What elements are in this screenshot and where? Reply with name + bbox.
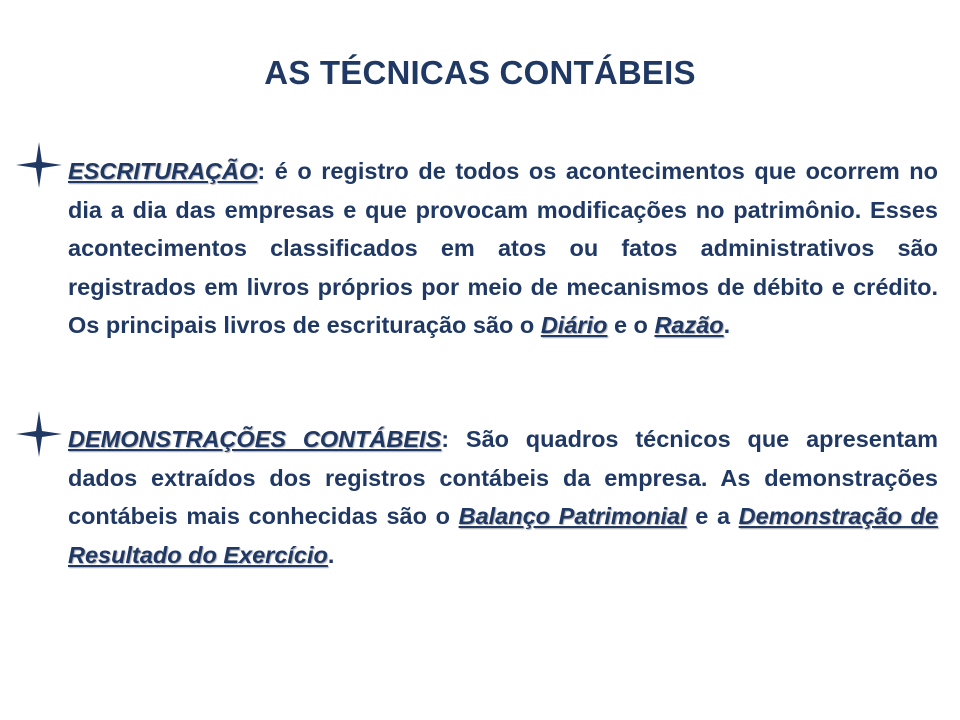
list-item-escrituracao (68, 152, 938, 345)
four-point-star-icon (14, 409, 64, 459)
item-text: : é o registro de todos os acontecimentos que ocorrem no dia a dia das empresas e que provocam modificações no patrimônio. Esses acontecimentos classificados em atos ou fatos administrativos são registrados em livros próprios por meio de mecanismos de débito e crédito. Os principais livros de escrituração são o (68, 158, 938, 338)
four-point-star-icon (14, 140, 64, 190)
term-dre: Demonstração de Resultado do Exercício (68, 503, 938, 568)
term-escrituracao: ESCRITURAÇÃO (68, 158, 258, 184)
item-text: e o (607, 312, 655, 338)
term-demonstracoes-contabeis: DEMONSTRAÇÕES CONTÁBEIS (68, 426, 442, 452)
term-diario: Diário (540, 312, 608, 338)
page-title: AS TÉCNICAS CONTÁBEIS (264, 54, 696, 91)
list-item-demonstracoes (68, 420, 938, 574)
term-razao: Razão (654, 312, 724, 338)
item-text: . (327, 541, 335, 568)
item-text: e a (686, 503, 739, 529)
item-text: . (723, 312, 731, 338)
item-text: : São quadros técnicos que apresentam dados extraídos dos registros contábeis da empresa. As demonstrações contábeis mais conhecidas são o (68, 426, 938, 529)
term-balanco-patrimonial: Balanço Patrimonial (458, 503, 687, 529)
